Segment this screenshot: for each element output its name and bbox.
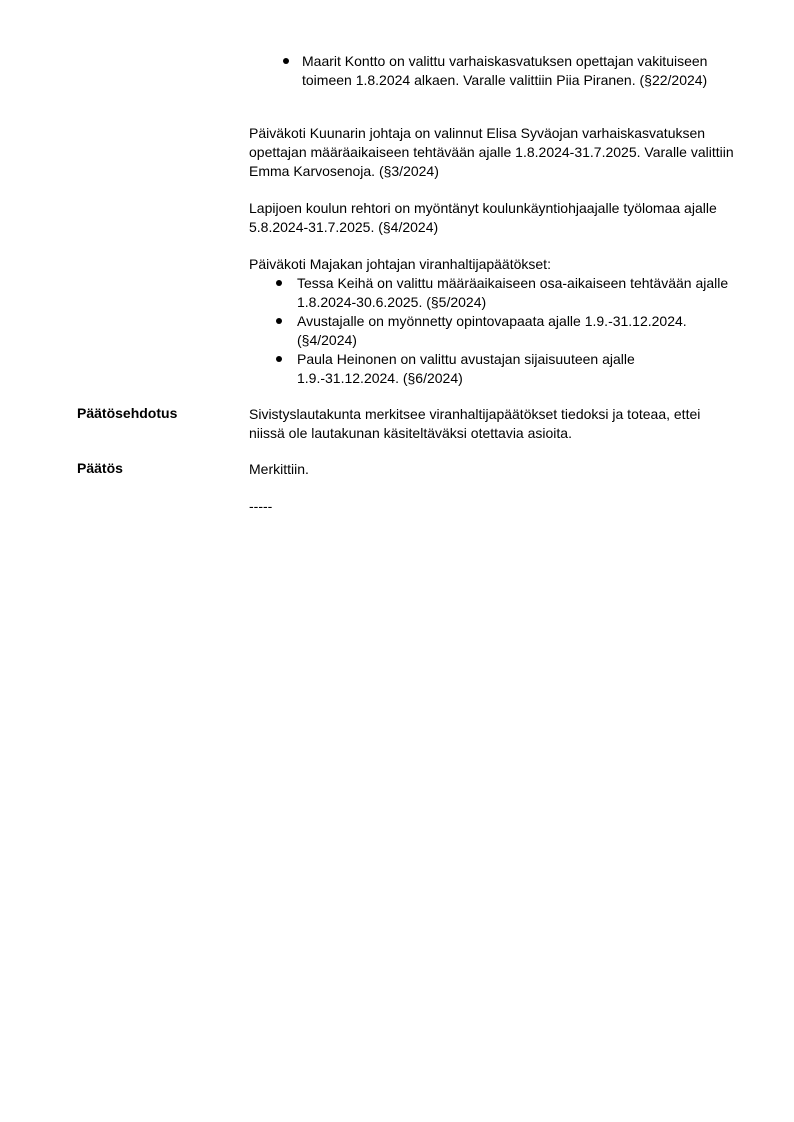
list-item (285, 52, 715, 90)
end-marker-section (249, 497, 739, 516)
list-item (297, 274, 737, 312)
list-item (297, 312, 737, 350)
bullet-icon (276, 318, 282, 324)
proposal-label: Päätösehdotus (77, 405, 178, 421)
majakka-intro: Päiväkoti Majakan johtajan viranhaltijapäätökset: (249, 256, 551, 272)
list-item-text: Maarit Kontto on valittu varhaiskasvatuksen opettajan vakituiseen toimeen 1.8.2024 alkaen. Varalle valittiin Piia Piranen. (§22/2024) (302, 53, 708, 88)
list-item-text: Paula Heinonen on valittu avustajan sijaisuuteen ajalle 1.9.-31.12.2024. (§6/2024) (297, 351, 635, 386)
decision-text: Merkittiin. (249, 461, 309, 477)
top-bullet-list (285, 52, 715, 90)
decision-section (249, 460, 739, 479)
lapijoki-section (249, 199, 739, 237)
majakka-section (249, 255, 739, 388)
end-marker: ----- (249, 498, 273, 514)
kuunari-paragraph: Päiväkoti Kuunarin johtaja on valinnut Elisa Syväojan varhaiskasvatuksen opettajan määräaikaiseen tehtävään ajalle 1.8.2024-31.7.2025. Varalle valittiin Emma Karvosenoja. (§3/2024) (249, 125, 734, 179)
list-item (297, 350, 737, 388)
lapijoki-paragraph: Lapijoen koulun rehtori on myöntänyt koulunkäyntiohjaajalle työlomaa ajalle 5.8.2024-31.7.2025. (§4/2024) (249, 200, 717, 235)
proposal-text: Sivistyslautakunta merkitsee viranhaltijapäätökset tiedoksi ja toteaa, ettei niissä ole lautakunan käsiteltäväksi otettavia asioita. (249, 406, 701, 441)
list-item-text: Tessa Keihä on valittu määräaikaiseen osa-aikaiseen tehtävään ajalle 1.8.2024-30.6.2025. (§5/2024) (297, 275, 729, 310)
proposal-section (249, 405, 739, 443)
bullet-icon (276, 280, 282, 286)
decision-label: Päätös (77, 460, 123, 476)
kuunari-section (249, 124, 739, 181)
bullet-icon (276, 356, 282, 362)
list-item-text: Avustajalle on myönnetty opintovapaata ajalle 1.9.-31.12.2024. (§4/2024) (297, 313, 687, 348)
majakka-bullet-list (297, 274, 737, 388)
bullet-icon (283, 58, 289, 64)
